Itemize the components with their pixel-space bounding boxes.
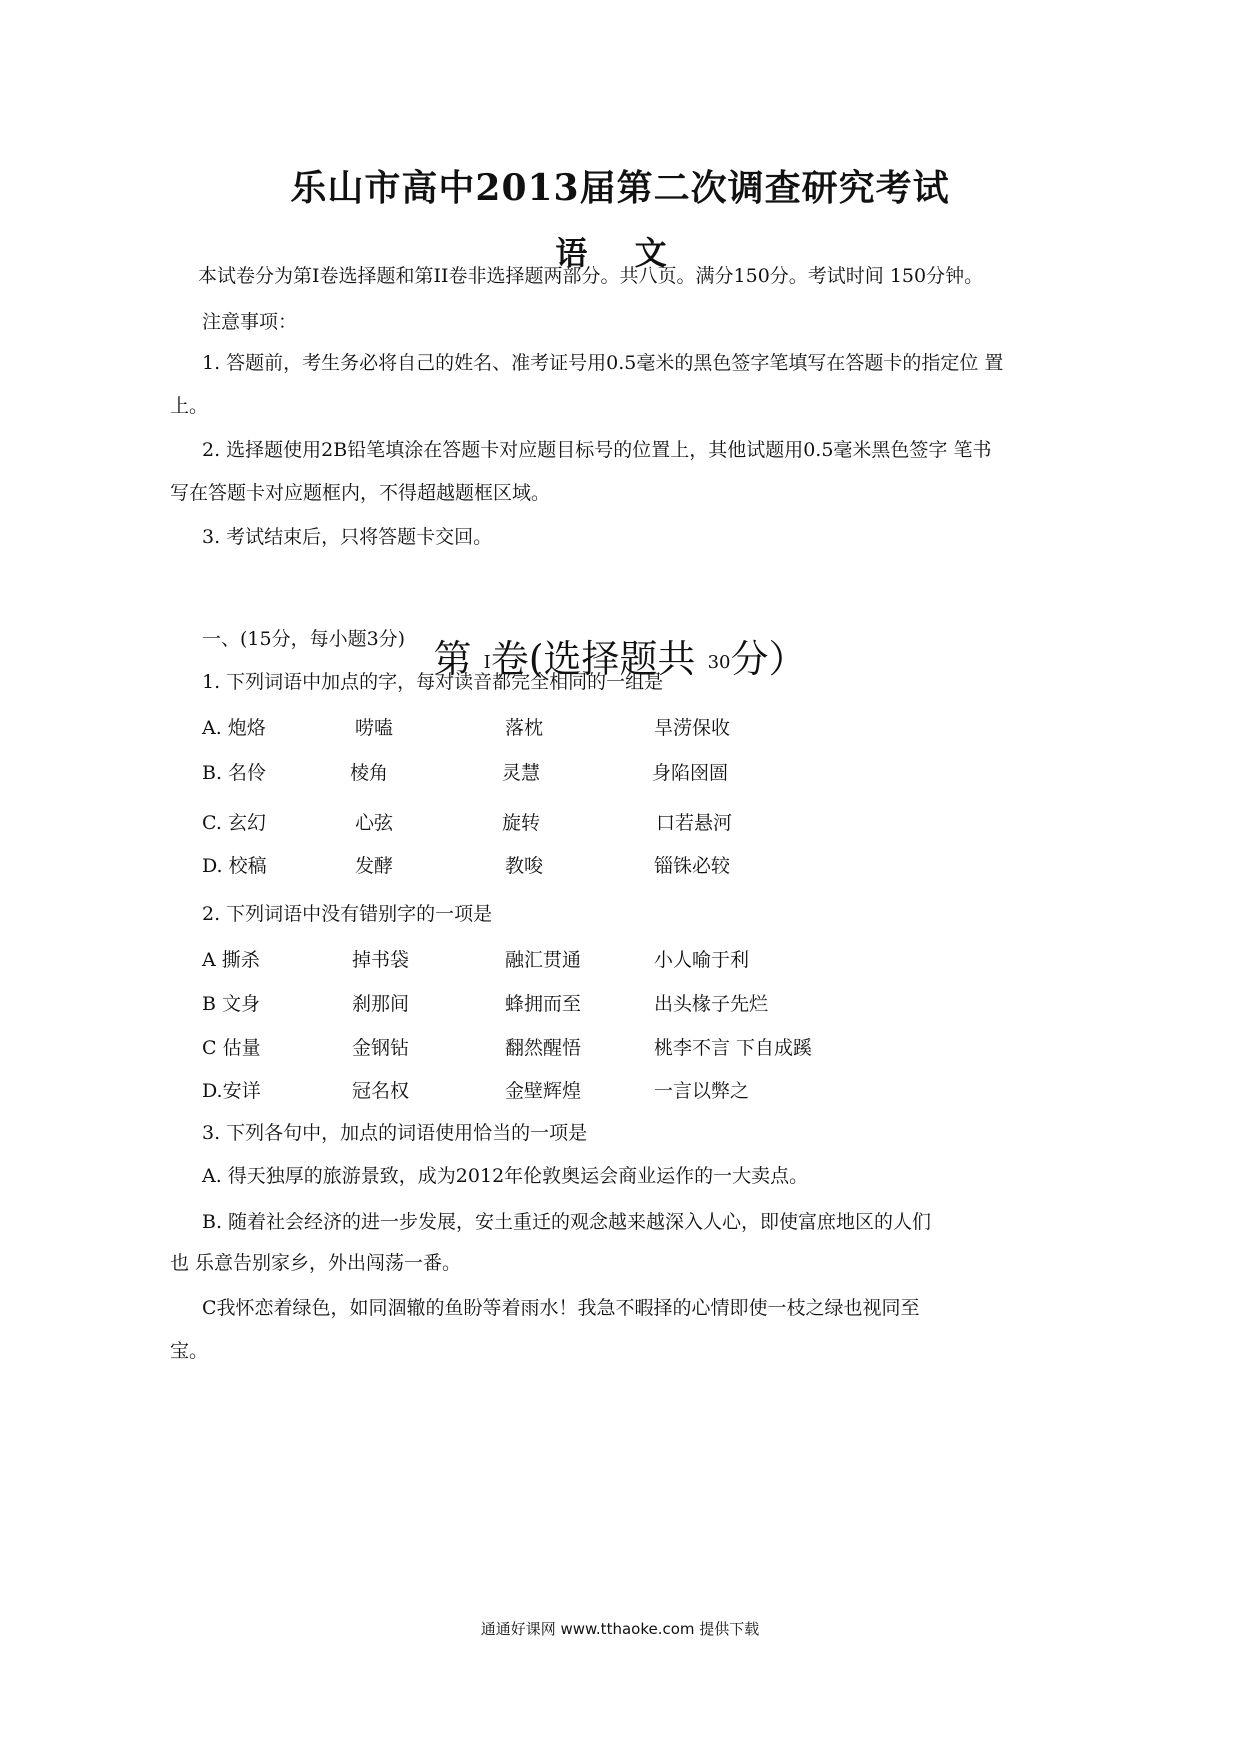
q1-b-opt1: B. 名伶 bbox=[202, 762, 267, 784]
q1-c-opt4: 口若悬河 bbox=[656, 812, 733, 834]
section-points: 30 bbox=[707, 652, 731, 673]
q3-option-c-line-2: 宝。 bbox=[170, 1340, 209, 1362]
q3-option-a: A. 得天独厚的旅游景致，成为2012年伦敦奥运会商业运作的一大卖点。 bbox=[202, 1165, 809, 1187]
q2-a-opt2: 掉书袋 bbox=[352, 949, 410, 971]
q1-a-opt1: A. 炮烙 bbox=[202, 717, 266, 739]
note-1-line-2: 上。 bbox=[170, 395, 209, 417]
q1-b-opt4: 身陷囹圄 bbox=[652, 762, 729, 784]
note-1-line-1: 1. 答题前，考生务必将自己的姓名、准考证号用0.5毫米的黑色签字笔填写在答题卡的指定位 置 bbox=[202, 352, 1004, 374]
q3-option-b-line-2: 也 乐意告别家乡，外出闯荡一番。 bbox=[170, 1252, 462, 1274]
q1-c-opt1: C. 玄幻 bbox=[202, 812, 266, 834]
q2-c-opt2: 金钢钻 bbox=[352, 1037, 410, 1059]
q2-d-opt3: 金壁辉煌 bbox=[505, 1080, 582, 1102]
q2-b-opt1: B 文身 bbox=[202, 993, 261, 1015]
q2-b-opt4: 出头椽子先烂 bbox=[654, 993, 769, 1015]
q1-a-opt2: 唠嗑 bbox=[355, 717, 394, 739]
q1-b-opt2: 棱角 bbox=[350, 762, 389, 784]
q1-a-opt3: 落枕 bbox=[505, 717, 544, 739]
q3-option-b-line-1: B. 随着社会经济的进一步发展，安土重迁的观念越来越深入人心，即使富庶地区的人们 bbox=[202, 1211, 932, 1233]
q2-stem: 2. 下列词语中没有错别字的一项是 bbox=[202, 903, 493, 925]
q2-a-opt3: 融汇贯通 bbox=[505, 949, 582, 971]
note-3: 3. 考试结束后，只将答题卡交回。 bbox=[202, 526, 493, 548]
section-roman: I bbox=[483, 652, 491, 673]
q1-d-opt2: 发酵 bbox=[355, 855, 394, 877]
q2-c-opt3: 翻然醒悟 bbox=[505, 1037, 582, 1059]
q1-stem: 1. 下列词语中加点的字，每对读音都完全相同的一组是 bbox=[202, 671, 664, 693]
section-suffix: 分） bbox=[730, 637, 807, 681]
q3-option-c-line-1: C我怀恋着绿色，如同涸辙的鱼盼等着雨水！我急不暇择的心情即使一枝之绿也视同至 bbox=[202, 1297, 920, 1319]
part-1-heading: 一、(15分，每小题3分) bbox=[202, 628, 406, 650]
notes-heading: 注意事项： bbox=[202, 311, 298, 333]
note-2-line-2: 写在答题卡对应题框内，不得超越题框区域。 bbox=[170, 482, 551, 504]
q1-d-opt4: 锱铢必较 bbox=[654, 855, 731, 877]
note-2-line-1: 2. 选择题使用2B铅笔填涂在答题卡对应题目标号的位置上，其他试题用0.5毫米黑色签字 笔书 bbox=[202, 439, 992, 461]
q1-d-opt1: D. 校稿 bbox=[202, 855, 267, 877]
q2-b-opt2: 刹那间 bbox=[352, 993, 410, 1015]
q1-c-opt3: 旋转 bbox=[502, 812, 541, 834]
q1-d-opt3: 教唆 bbox=[505, 855, 544, 877]
page-footer: 通通好课网 www.tthaoke.com 提供下载 bbox=[480, 1620, 760, 1638]
q1-c-opt2: 心弦 bbox=[355, 812, 394, 834]
q1-a-opt4: 旱涝保收 bbox=[654, 717, 731, 739]
q2-a-opt1: A 撕杀 bbox=[202, 949, 260, 971]
exam-subject: 语 文 bbox=[555, 234, 685, 272]
exam-description: 本试卷分为第Ⅰ卷选择题和第II卷非选择题两部分。共八页。满分150分。考试时间 150分钟。 bbox=[198, 265, 984, 287]
q2-d-opt2: 冠名权 bbox=[352, 1080, 410, 1102]
q3-stem: 3. 下列各句中，加点的词语使用恰当的一项是 bbox=[202, 1122, 588, 1144]
q2-d-opt1: D.安详 bbox=[202, 1080, 261, 1102]
q2-c-opt4: 桃李不言 下自成蹊 bbox=[654, 1037, 813, 1059]
q2-d-opt4: 一言以弊之 bbox=[654, 1080, 750, 1102]
q2-c-opt1: C 估量 bbox=[202, 1037, 261, 1059]
section-prefix: 第 bbox=[433, 637, 472, 681]
q2-a-opt4: 小人喻于利 bbox=[654, 949, 750, 971]
q1-b-opt3: 灵慧 bbox=[502, 762, 541, 784]
section-middle: 卷(选择题共 bbox=[490, 637, 696, 681]
q2-b-opt3: 蜂拥而至 bbox=[505, 993, 582, 1015]
exam-title: 乐山市高中2013届第二次调查研究考试 bbox=[290, 167, 950, 209]
